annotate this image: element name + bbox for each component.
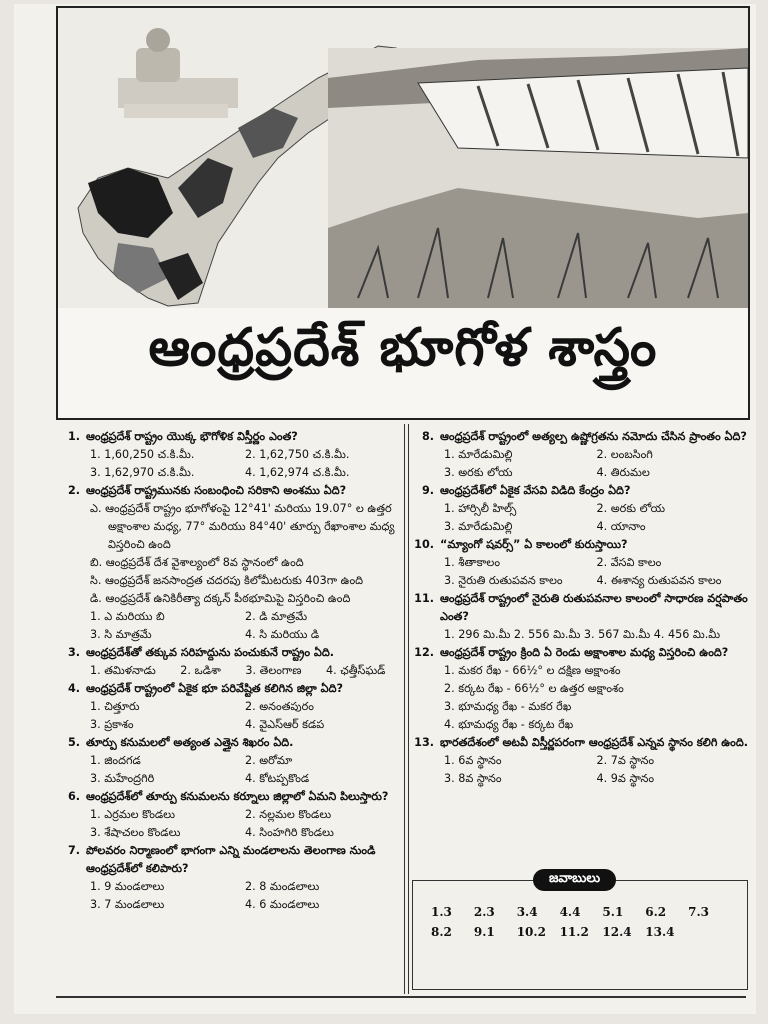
question-text: ఆంధ్రప్రదేశ్ రాష్ట్రం యొక్క భౌగోళిక విస్తీర్ణం ఎంత?: [86, 430, 298, 443]
option: 3. మహేంద్రగిరి: [90, 772, 155, 785]
question-text: ఆంధ్రప్రదేశ్ రాష్ట్రంలో ఏకైక భూ పరివేష్టిత కలిగిన జిల్లా ఏది?: [86, 682, 343, 695]
left-column: [60, 428, 400, 914]
question-number: 8.: [421, 430, 434, 443]
option: 2. అనంతపురం: [245, 700, 314, 713]
option: 4. యానాం: [596, 520, 646, 533]
page: [14, 4, 756, 1014]
option: 3. తెలంగాణ: [245, 664, 302, 677]
question-number: 4.: [67, 682, 80, 695]
statement: బి. ఆంధ్రప్రదేశ్ దేశ వైశాల్యంలో 8వ స్థానంలో ఉంది: [90, 556, 304, 569]
option: 2. లంబసింగి: [596, 448, 653, 461]
answer-item: 7.3: [688, 905, 710, 919]
question-text: ఆంధ్రప్రదేశ్‌లో ఏకైక వేసవి విడిది కేంద్రం ఏది?: [440, 484, 631, 497]
question-number: 10.: [414, 538, 434, 551]
question-text: ఆంధ్రప్రదేశ్ రాష్ట్రంలో అత్యల్ప ఉష్ణోగ్రతను నమోదు చేసిన ప్రాంతం ఏది?: [440, 430, 747, 443]
column-divider: [404, 424, 405, 994]
option: 1. జిందగడ: [90, 754, 141, 767]
statement: డి. ఆంధ్రప్రదేశ్ ఉనికిరీత్యా దక్కన్ పీఠభూమిపై విస్తరించి ఉంది: [90, 592, 351, 605]
option: 3. మారేడుమిల్లి: [444, 520, 513, 533]
option: 3. ప్రకాశం: [90, 718, 134, 731]
question-text: తూర్పు కనుమలలో అత్యంత ఎత్తైన శిఖరం ఏది.: [86, 736, 294, 749]
question-11: [414, 590, 749, 644]
question-6: [60, 788, 400, 842]
answer-item: 13.4: [645, 925, 675, 939]
question-number: 1.: [67, 430, 80, 443]
answer-item: 9.1: [473, 925, 495, 939]
answers-label: జవాబులు: [533, 869, 616, 891]
answer-item: 3.4: [516, 905, 538, 919]
question-text: భారతదేశంలో అటవీ విస్తీర్ణపరంగా ఆంధ్రప్రదేశ్ ఎన్నవ స్థానం కలిగి ఉంది.: [440, 736, 748, 749]
question-text: ఆంధ్రప్రదేశ్‌తో తక్కువ సరిహద్దును పంచుకునే రాష్ట్రం ఏది.: [86, 646, 335, 659]
option: 2. 1,62,750 చ.కి.మీ.: [245, 448, 350, 461]
option: 1. మకర రేఖ - 66½° ల దక్షిణ అక్షాంశం: [444, 664, 621, 677]
answers-grid: [431, 905, 731, 939]
option: 2. అరకు లోయ: [596, 502, 666, 515]
question-9: [414, 482, 749, 536]
option: 3. నైరుతి రుతుపవన కాలం: [444, 574, 563, 587]
option: 1. తమిళనాడు: [90, 664, 156, 677]
question-text: ఆంధ్రప్రదేశ్ రాష్ట్రమునకు సంబంధించి సరికాని అంశము ఏది?: [86, 484, 347, 497]
statement: ఎ. ఆంధ్రప్రదేశ్ రాష్ట్రం భూగోళంపై 12°41' మరియు 19.07° ల ఉత్తర అక్షాంశాల మధ్య, 77° మరియు 84°40' తూర్పు రేఖాంశాల మధ్య విస్తరించి ఉంది: [90, 502, 395, 551]
option: 2. 7వ స్థానం: [596, 754, 655, 767]
question-2: [60, 482, 400, 644]
option: 4. 6 మండలాలు: [245, 898, 320, 911]
option: 4. ఛత్తీస్‌ఘడ్: [326, 664, 386, 677]
question-number: 7.: [67, 844, 80, 857]
option: 3. భూమధ్య రేఖ - మకర రేఖ: [444, 700, 572, 713]
question-text: పోలవరం నిర్మాణంలో భాగంగా ఎన్ని మండలాలను తెలంగాణ నుండి ఆంధ్రప్రదేశ్‌లో కలిపారు?: [86, 844, 376, 875]
option: 3. శేషాచలం కొండలు: [90, 826, 181, 839]
option: 3. సి మాత్రమే: [90, 628, 152, 641]
option: 4. వైఎస్ఆర్ కడప: [245, 718, 325, 731]
header-banner: [56, 6, 750, 420]
page-title: ఆంధ్రప్రదేశ్ భూగోళ శాస్త్రం: [148, 318, 658, 378]
right-column: [414, 428, 749, 788]
answer-item: 10.2: [516, 925, 546, 939]
question-number: 2.: [67, 484, 80, 497]
answer-item: 2.3: [473, 905, 495, 919]
question-text: ఆంధ్రప్రదేశ్ రాష్ట్రంలో నైరుతి రుతుపవనాల కాలంలో సాధారణ వర్షపాతం ఎంత?: [440, 592, 748, 623]
option: 4. సింహగిరి కొండలు: [245, 826, 334, 839]
option: 1. శీతాకాలం: [444, 556, 500, 569]
answer-item: 5.1: [602, 905, 624, 919]
question-1: [60, 428, 400, 482]
option: 4. 1,62,974 చ.కి.మీ.: [245, 466, 350, 479]
question-5: [60, 734, 400, 788]
answer-item: 1.3: [431, 905, 452, 919]
column-divider: [408, 424, 409, 994]
question-number: 5.: [67, 736, 80, 749]
statement: సి. ఆంధ్రప్రదేశ్ జనసాంద్రత చదరపు కిలోమీటరుకు 403గా ఉంది: [90, 574, 364, 587]
option: 2. అరోమా: [245, 754, 293, 767]
question-number: 11.: [414, 592, 434, 605]
option: 3. అరకు లోయ: [444, 466, 513, 479]
option: 4. తిరుమల: [596, 466, 650, 479]
option: 2. డి మాత్రమే: [245, 610, 308, 623]
option: 2. కర్కట రేఖ - 66½° ల ఉత్తర అక్షాంశం: [444, 682, 624, 695]
answer-item: 11.2: [559, 925, 589, 939]
question-8: [414, 428, 749, 482]
question-10: [414, 536, 749, 590]
option: 2. నల్లమల కొండలు: [245, 808, 332, 821]
option: 1. హార్సిలీ హిల్స్: [444, 502, 517, 515]
question-12: [414, 644, 749, 734]
option: 4. ఈశాన్య రుతుపవన కాలం: [596, 574, 722, 587]
option: 1. మారేడుమిల్లి: [444, 448, 513, 461]
option: 1. ఎర్రమల కొండలు: [90, 808, 175, 821]
question-text: ఆంధ్రప్రదేశ్ రాష్ట్రం క్రింది ఏ రెండు అక్షాంశాల మధ్య విస్తరించి ఉంది?: [440, 646, 729, 659]
answer-item: 6.2: [645, 905, 667, 919]
option: 3. 1,62,970 చ.కి.మీ.: [90, 466, 195, 479]
answer-item: 12.4: [602, 925, 632, 939]
question-text: ఆంధ్రప్రదేశ్‌లో తూర్పు కనుమలను కర్నూలు జిల్లాలో ఏమని పిలుస్తారు?: [86, 790, 389, 803]
option: 4. కోటప్పకొండ: [245, 772, 310, 785]
bottom-rule: [56, 996, 746, 998]
option: 4. 9వ స్థానం: [596, 772, 655, 785]
question-text: “మ్యాంగో షవర్స్” ఏ కాలంలో కురుస్తాయి?: [440, 538, 628, 551]
option: 1. ఎ మరియు బి: [90, 610, 165, 623]
option: 1. 6వ స్థానం: [444, 754, 502, 767]
option: 3. 7 మండలాలు: [90, 898, 165, 911]
question-number: 13.: [414, 736, 434, 749]
question-number: 9.: [421, 484, 434, 497]
answer-item: 8.2: [431, 925, 452, 939]
question-number: 12.: [414, 646, 434, 659]
option: 1. చిత్తూరు: [90, 700, 140, 713]
question-4: [60, 680, 400, 734]
option: 1. 9 మండలాలు: [90, 880, 165, 893]
option: 4. సి మరియు డి: [245, 628, 320, 641]
question-3: [60, 644, 400, 680]
question-number: 6.: [67, 790, 80, 803]
option: 2. 8 మండలాలు: [245, 880, 320, 893]
option: 3. 8వ స్థానం: [444, 772, 502, 785]
question-13: [414, 734, 749, 788]
option: 2. వేసవి కాలం: [596, 556, 662, 569]
question-number: 3.: [67, 646, 80, 659]
answers-box: [412, 871, 748, 990]
option: 1. 1,60,250 చ.కి.మీ.: [90, 448, 195, 461]
option: 1. 296 మి.మీ 2. 556 మి.మీ 3. 567 మి.మీ 4. 456 మి.మీ: [444, 628, 721, 641]
question-7: [60, 842, 400, 914]
answer-item: 4.4: [559, 905, 581, 919]
option: 4. భూమధ్య రేఖ - కర్కట రేఖ: [444, 718, 574, 731]
dam-landscape-illustration: [328, 48, 748, 308]
option: 2. ఒడిశా: [180, 664, 221, 677]
